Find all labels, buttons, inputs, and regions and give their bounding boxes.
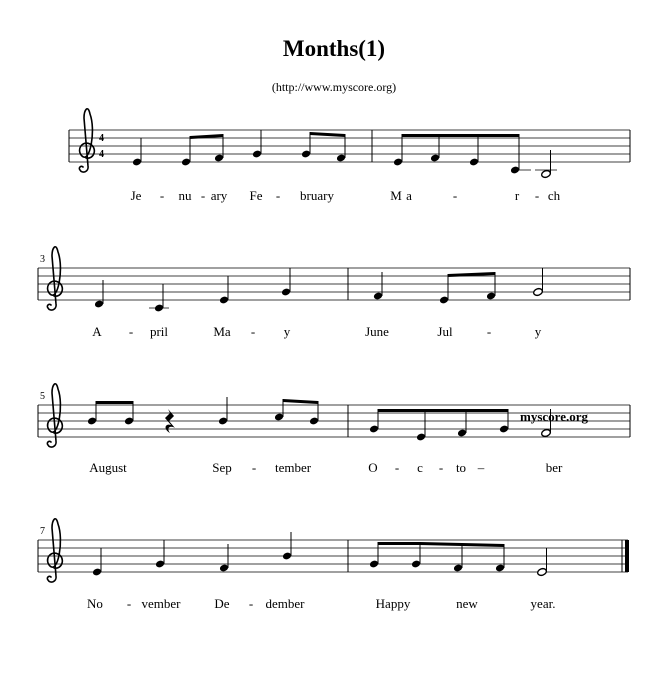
beamed-eighths: [369, 409, 509, 441]
lyric-syllable: -: [275, 188, 281, 203]
lyric-syllable: -: [159, 188, 165, 203]
lyric-syllable: -: [438, 460, 444, 475]
staff-system-1: [69, 109, 630, 203]
lyric-syllable: Sep: [212, 460, 232, 475]
note-e4: [155, 540, 165, 568]
lyric-syllable: Jul: [437, 324, 453, 339]
note-g3: [149, 284, 169, 312]
beamed-eighths: [420, 542, 505, 572]
note-g4: [218, 397, 228, 425]
beamed-eighths: [369, 542, 421, 568]
measure-number: 3: [40, 254, 45, 265]
lyric-syllable: pril: [149, 324, 169, 339]
lyric-syllable: No: [87, 596, 103, 611]
note-g4: [282, 532, 292, 560]
lyric-syllable: c: [417, 460, 423, 475]
beamed-eighths: [181, 134, 224, 166]
lyric-syllable: a: [406, 188, 412, 203]
lyric-syllable: August: [89, 460, 127, 475]
beamed-eighths: [274, 399, 319, 425]
lyric-syllable: ary: [210, 188, 228, 203]
lyric-syllable: new: [456, 596, 478, 611]
lyric-syllable: M: [390, 188, 402, 203]
lyric-syllable: tember: [274, 460, 312, 475]
lyric-syllable: O: [368, 460, 378, 475]
lyric-syllable: Je: [130, 188, 142, 203]
half-note-e4: [533, 268, 544, 297]
note-e4: [281, 268, 291, 296]
lyrics-line-3: [89, 460, 563, 475]
lyrics-line-1: [131, 188, 561, 203]
lyric-syllable: Happy: [375, 596, 411, 611]
lyric-syllable: r: [514, 188, 520, 203]
lyric-syllable: -: [452, 188, 458, 203]
time-signature-bottom: 4: [99, 149, 104, 160]
lyric-syllable: -: [128, 324, 134, 339]
staff-system-4: [38, 519, 629, 611]
staff-system-2: [38, 247, 630, 339]
lyric-syllable: bruary: [300, 188, 334, 203]
lyric-syllable: y: [283, 324, 291, 339]
lyric-syllable: June: [365, 324, 389, 339]
lyric-syllable: A: [92, 324, 102, 339]
lyric-syllable: nu: [178, 188, 192, 203]
lyric-syllable: -: [251, 460, 257, 475]
measure-number: 5: [40, 391, 45, 402]
lyric-syllable: ber: [545, 460, 563, 475]
lyric-syllable: -: [126, 596, 132, 611]
beamed-eighths: [439, 272, 496, 304]
lyric-syllable: –: [477, 460, 485, 475]
lyric-syllable: to: [455, 460, 467, 475]
lyric-syllable: -: [394, 460, 400, 475]
time-signature-top: 4: [99, 133, 104, 144]
lyric-syllable: y: [534, 324, 542, 339]
staff-system-3: [38, 384, 630, 475]
treble-clef-icon: [47, 247, 62, 310]
treble-clef-icon: [47, 519, 62, 582]
lyric-syllable: year.: [530, 596, 556, 611]
lyric-syllable: Ma: [213, 324, 231, 339]
note-c4: [219, 276, 229, 304]
note-c4: [132, 138, 142, 166]
measure-number: 7: [40, 526, 45, 537]
lyric-syllable: dember: [265, 596, 305, 611]
score-title: Months(1): [282, 36, 386, 61]
staff-lines: [69, 130, 630, 162]
half-note-c4: [537, 548, 548, 577]
note-c4: [92, 548, 102, 576]
treble-clef-icon: [79, 109, 94, 172]
lyric-syllable: -: [534, 188, 540, 203]
lyric-syllable: -: [486, 324, 492, 339]
watermark-logo: myscore.org: [520, 409, 588, 424]
lyrics-line-2: [92, 324, 541, 339]
note-e4: [252, 130, 262, 158]
score-source-url: (http://www.myscore.org): [271, 80, 397, 94]
lyric-syllable: Fe: [249, 188, 263, 203]
final-bar-thick: [625, 540, 629, 572]
lyric-syllable: ch: [547, 188, 561, 203]
lyric-syllable: -: [250, 324, 256, 339]
lyric-syllable: -: [200, 188, 206, 203]
staff-lines: [38, 540, 628, 572]
lyric-syllable: De: [214, 596, 230, 611]
beamed-eighths: [301, 132, 346, 162]
lyrics-line-4: [87, 596, 555, 611]
lyric-syllable: vember: [141, 596, 181, 611]
lyric-syllable: -: [248, 596, 254, 611]
staff-lines: [38, 268, 630, 300]
treble-clef-icon: [47, 384, 62, 447]
